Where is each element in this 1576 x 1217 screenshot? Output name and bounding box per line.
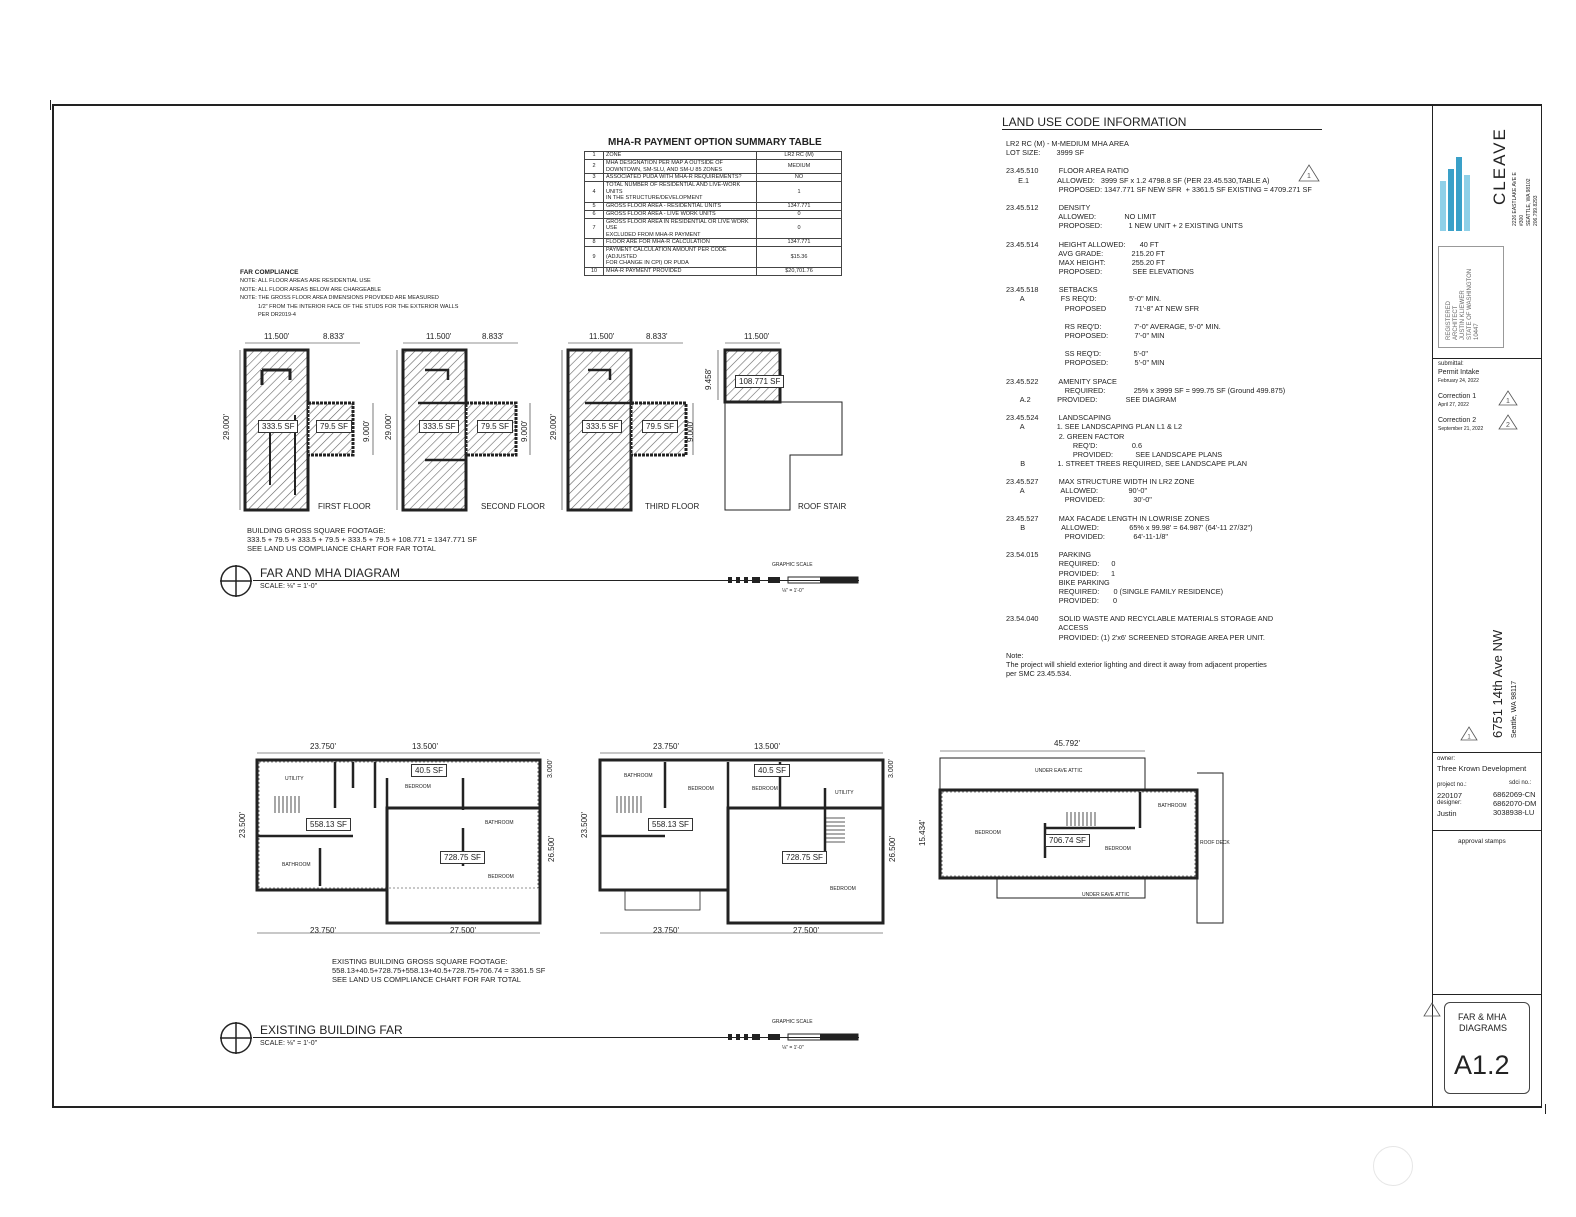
- existing2-dim-bottom-right: 27.500': [793, 926, 819, 935]
- first-floor-area-wing: 79.5 SF: [316, 420, 352, 433]
- land-use-line: REQUIRED: 0: [1006, 559, 1116, 569]
- existing3-room-attic-2: UNDER EAVE ATTIC: [1082, 892, 1130, 898]
- svg-text:1: 1: [1467, 734, 1471, 741]
- mha-table-row: [585, 160, 842, 174]
- third-floor-dim-depth: 29.000': [549, 414, 558, 440]
- land-use-line: PROVIDED: SEE LANDSCAPE PLANS: [1006, 449, 1223, 459]
- land-use-title-rule: [1002, 129, 1322, 130]
- first-floor-dim-wing-depth: 9.000': [362, 420, 371, 442]
- land-use-line: MAX HEIGHT: 255.20 FT: [1006, 257, 1165, 267]
- mha-row-value: 1: [757, 182, 842, 203]
- roof-stair-label: ROOF STAIR: [798, 502, 847, 511]
- mha-row-number: 3: [585, 174, 604, 182]
- far-compliance-note: NOTE: ALL FLOOR AREAS ARE RESIDENTIAL USE: [240, 278, 371, 284]
- existing1-room-bedroom-1: BEDROOM: [405, 784, 431, 790]
- existing1-area-left: 558.13 SF: [306, 818, 351, 831]
- revision-delta-2-label: 2: [1506, 422, 1510, 429]
- land-use-line: A 1. SEE LANDSCAPING PLAN L1 & L2: [1006, 422, 1183, 432]
- land-use-line: 23.45.512 DENSITY: [1006, 202, 1091, 212]
- submittal-1-date: February 24, 2022: [1438, 378, 1479, 384]
- land-use-line: [1006, 340, 1426, 349]
- existing-title-symbol: [218, 1020, 254, 1056]
- land-use-line: 23.45.524 LANDSCAPING: [1006, 413, 1112, 423]
- revision-delta-1: [1498, 390, 1518, 406]
- second-floor-dim-wing: 8.833': [482, 332, 504, 341]
- existing2-area-right: 728.75 SF: [782, 851, 827, 864]
- mha-row-description-line: TOTAL NUMBER OF RESIDENTIAL AND LIVE-WORK UNITS: [606, 182, 741, 195]
- mha-row-description-line: ZONE: [606, 152, 622, 159]
- land-use-line: PROPOSED 71'-8" AT NEW SFR: [1006, 303, 1200, 313]
- mha-table-row: [585, 152, 842, 160]
- mha-row-description: [604, 239, 757, 247]
- existing2-room-utility: UTILITY: [835, 790, 854, 796]
- mha-row-value: LR2 RC (M): [757, 152, 842, 160]
- revision-delta-2: [1498, 414, 1518, 430]
- mha-row-number: 9: [585, 247, 604, 268]
- existing3-room-bedroom-2: BEDROOM: [1105, 846, 1131, 852]
- revision-delta-sheet: [1423, 1002, 1441, 1017]
- existing1-dim-bottom-left: 23.750': [310, 926, 336, 935]
- mha-row-value: MEDIUM: [757, 160, 842, 174]
- land-use-line: per SMC 23.45.534.: [1006, 669, 1072, 679]
- land-use-line: 2. GREEN FACTOR: [1006, 431, 1125, 441]
- mha-table-title: MHA-R PAYMENT OPTION SUMMARY TABLE: [608, 137, 822, 148]
- land-use-code-list: [1006, 139, 1426, 678]
- existing2-area-left: 558.13 SF: [648, 818, 693, 831]
- land-use-line: PROVIDED: 30'-0": [1006, 495, 1152, 505]
- land-use-line: ACCESS: [1006, 623, 1089, 633]
- new-building-footage: [247, 526, 477, 553]
- sheet-title-line-1: FAR & MHA: [1458, 1012, 1507, 1022]
- land-use-line: PROVIDED: 64'-11-1/8": [1006, 532, 1168, 542]
- existing2-room-bedroom-1: BEDROOM: [688, 786, 714, 792]
- mha-row-number: 6: [585, 210, 604, 218]
- mha-row-number: 4: [585, 182, 604, 203]
- far-compliance-note: NOTE: ALL FLOOR AREAS BELOW ARE CHARGEABLE: [240, 286, 382, 293]
- land-use-line: LOT SIZE: 3999 SF: [1006, 148, 1085, 158]
- existing1-dim-top-right: 13.500': [412, 742, 438, 751]
- mha-row-description-line: EXCLUDED FROM MHA-R PAYMENT: [606, 231, 701, 238]
- watermark-circle: [1373, 1146, 1413, 1186]
- sdci-no-1: 6862069-CN: [1493, 790, 1536, 799]
- far-diagram-scale: SCALE: ⅛" = 1'-0": [260, 583, 318, 590]
- submittal-2-date: April 27, 2022: [1438, 402, 1469, 408]
- land-use-line: A ALLOWED: 90'-0": [1006, 486, 1148, 496]
- mha-row-value: 0: [757, 218, 842, 239]
- title-block-divider-1: [1432, 358, 1542, 359]
- mha-row-number: 2: [585, 160, 604, 174]
- mha-row-number: 7: [585, 218, 604, 239]
- existing1-dim-right-small: 3.000': [547, 759, 554, 778]
- new-footage-line-1: BUILDING GROSS SQUARE FOOTAGE:: [247, 526, 386, 535]
- mha-row-description-line: MHA-R PAYMENT PROVIDED: [606, 267, 682, 274]
- mha-row-description: [604, 152, 757, 160]
- existing-plan-2: [600, 753, 883, 933]
- mha-row-description-line: IN THE STRUCTURE/DEVELOPMENT: [606, 195, 703, 201]
- second-floor-dim-wing-depth: 9.000': [520, 420, 529, 442]
- existing2-dim-bottom-left: 23.750': [653, 926, 679, 935]
- sdci-no-2: 6862070-DM: [1493, 799, 1537, 808]
- land-use-line: ALLOWED: NO LIMIT: [1006, 212, 1157, 222]
- first-floor-dim-width: 11.500': [264, 332, 290, 341]
- existing2-room-bedroom-2: BEDROOM: [752, 786, 778, 792]
- existing1-dim-bottom-right: 27.500': [450, 926, 476, 935]
- land-use-line: 23.45.510 FLOOR AREA RATIO: [1006, 166, 1129, 176]
- land-use-line: [1006, 468, 1426, 477]
- land-use-line: AVG GRADE: 215.20 FT: [1006, 248, 1165, 258]
- existing3-area: 706.74 SF: [1045, 834, 1090, 847]
- mha-row-description: [604, 218, 757, 239]
- land-use-line: PROPOSED: 5'-0" MIN: [1006, 358, 1165, 368]
- land-use-line: 23.54.015 PARKING: [1006, 550, 1092, 560]
- land-use-line: 23.45.522 AMENITY SPACE: [1006, 376, 1117, 386]
- land-use-line: PROVIDED: (1) 2'x6' SCREENED STORAGE AREA PER UNIT.: [1006, 632, 1265, 642]
- existing3-room-attic-1: UNDER EAVE ATTIC: [1035, 768, 1083, 774]
- land-use-line: PROVIDED: 1: [1006, 568, 1116, 578]
- new-footage-line-3: SEE LAND US COMPLIANCE CHART FOR FAR TOTAL: [247, 544, 436, 553]
- project-city: Seattle, WA 98117: [1511, 680, 1518, 738]
- land-use-title: LAND USE CODE INFORMATION: [1002, 115, 1187, 129]
- land-use-line: [1006, 157, 1426, 166]
- mha-row-number: 10: [585, 267, 604, 275]
- existing2-area-top: 40.5 SF: [754, 764, 790, 777]
- second-floor-label: SECOND FLOOR: [481, 502, 546, 511]
- land-use-line: PROPOSED: 7'-0" MIN: [1006, 330, 1165, 340]
- sheet-title-line-2: DIAGRAMS: [1459, 1023, 1508, 1033]
- stamp-line-4: STATE OF WASHINGTON: [1467, 268, 1473, 340]
- designer-name: Justin: [1437, 809, 1457, 818]
- mha-row-number: 1: [585, 152, 604, 160]
- approval-stamps-label: approval stamps: [1458, 838, 1506, 845]
- existing3-room-roof-deck: ROOF DECK: [1200, 840, 1230, 846]
- mha-table-row: [585, 218, 842, 239]
- land-use-line: A FS REQ'D: 5'-0" MIN.: [1006, 294, 1161, 304]
- far-compliance-note: PER DR2019-4: [258, 312, 296, 318]
- third-floor-label: THIRD FLOOR: [645, 502, 700, 511]
- mha-row-value: 1347.771: [757, 202, 842, 210]
- first-floor-dim-wing: 8.833': [323, 332, 345, 341]
- firm-address-line-3: 206.799.8293: [1533, 195, 1539, 226]
- land-use-line: REQ'D: 0.6: [1006, 440, 1143, 450]
- existing-scale: SCALE: ⅛" = 1'-0": [260, 1040, 318, 1047]
- submittal-label: submittal:: [1438, 361, 1464, 367]
- frame-tick-br: [1545, 1104, 1546, 1114]
- mha-row-description-line: PAYMENT CALCULATION AMOUNT PER CODE (ADJUSTED: [606, 247, 727, 260]
- title-block-divider-3: [1432, 830, 1542, 831]
- mha-row-number: 5: [585, 202, 604, 210]
- mha-row-description-line: GROSS FLOOR AREA - LIVE WORK UNITS: [606, 210, 716, 217]
- mha-summary-table: [584, 151, 842, 276]
- far-compliance-list: [240, 277, 458, 320]
- land-use-line: REQUIRED: 25% x 3999 SF = 999.75 SF (Ground 499.875): [1006, 385, 1286, 395]
- existing1-room-bedroom-2: BEDROOM: [488, 874, 514, 880]
- far-diagram-title-symbol: [218, 563, 254, 599]
- stamp-line-2: ARCHITECT: [1453, 305, 1459, 340]
- mha-table-row: [585, 247, 842, 268]
- roof-stair-dim-width: 11.500': [744, 332, 770, 341]
- land-use-line: The project will shield exterior lighting and direct it away from adjacent properties: [1006, 660, 1267, 670]
- revision-delta-far: [1298, 164, 1320, 182]
- roof-stair-plan: [718, 343, 842, 510]
- far-compliance-note: NOTE: THE GROSS FLOOR AREA DIMENSIONS PROVIDED ARE MEASURED: [240, 295, 439, 301]
- third-floor-dim-wing: 8.833': [646, 332, 668, 341]
- land-use-line: [1006, 541, 1426, 550]
- existing2-room-bedroom-3: BEDROOM: [830, 886, 856, 892]
- mha-row-description-line: FOR CHANGE IN CPI) OR PUDA: [606, 260, 689, 266]
- mha-row-value: $15.36: [757, 247, 842, 268]
- firm-address-line-1: 2226 EASTLAKE AVE E #300: [1512, 172, 1525, 226]
- roof-stair-dim-depth: 9.458': [704, 368, 713, 390]
- mha-table-row: [585, 210, 842, 218]
- mha-row-value: $20,701.76: [757, 267, 842, 275]
- stamp-line-1: REGISTERED: [1446, 300, 1452, 340]
- mha-row-description-line: FLOOR ARE FOR MHA-R CALCULATION: [606, 239, 710, 246]
- existing-graphic-scale-note: ⅛" = 1'-0": [782, 1045, 804, 1051]
- land-use-line: SS REQ'D: 5'-0": [1006, 349, 1149, 359]
- land-use-line: Note:: [1006, 650, 1024, 660]
- existing1-dim-right: 26.500': [547, 836, 556, 862]
- existing1-dim-left: 23.500': [238, 812, 247, 838]
- firm-logo-icon: [1436, 155, 1486, 235]
- project-address: 6751 14th Ave NW: [1490, 629, 1505, 738]
- land-use-line: PROPOSED: SEE ELEVATIONS: [1006, 266, 1194, 276]
- existing1-room-bathroom-2: BATHROOM: [282, 862, 311, 868]
- land-use-line: [1006, 230, 1426, 239]
- frame-tick-tl: [50, 100, 51, 110]
- mha-row-value: NO: [757, 174, 842, 182]
- land-use-line: A.2 PROVIDED: SEE DIAGRAM: [1006, 394, 1177, 404]
- far-compliance-title: FAR COMPLIANCE: [240, 269, 299, 276]
- third-floor-dim-width: 11.500': [589, 332, 615, 341]
- land-use-line: [1006, 505, 1426, 514]
- second-floor-dim-width: 11.500': [426, 332, 452, 341]
- land-use-line: BIKE PARKING: [1006, 577, 1110, 587]
- submittal-1-name: Permit Intake: [1438, 369, 1480, 376]
- stamp-line-3: JUSTIN KLIEWER: [1460, 290, 1466, 340]
- land-use-line: [1006, 642, 1426, 651]
- existing1-area-top: 40.5 SF: [411, 764, 447, 777]
- land-use-line: 23.54.040 SOLID WASTE AND RECYCLABLE MATERIALS STORAGE AND: [1006, 614, 1274, 624]
- land-use-line: 23.45.514 HEIGHT ALLOWED: 40 FT: [1006, 239, 1159, 249]
- existing2-dim-right: 26.500': [888, 836, 897, 862]
- far-graphic-scale-note: ⅛" = 1'-0": [782, 588, 804, 594]
- sdci-no-3: 3038938-LU: [1493, 808, 1535, 817]
- existing-graphic-scale-label: GRAPHIC SCALE: [772, 1019, 813, 1025]
- mha-row-value: 1347.771: [757, 239, 842, 247]
- land-use-line: E.1 ALLOWED: 3999 SF x 1.2 4798.8 SF (PER 23.45.530,TABLE A): [1006, 175, 1270, 185]
- mha-row-description: [604, 202, 757, 210]
- existing-footage-line-1: EXISTING BUILDING GROSS SQUARE FOOTAGE:: [332, 957, 508, 966]
- land-use-line: 23.45.527 MAX FACADE LENGTH IN LOWRISE ZONES: [1006, 513, 1210, 523]
- existing-building-footage: [332, 957, 545, 984]
- submittal-3-date: September 21, 2022: [1438, 426, 1484, 432]
- second-floor-dim-depth: 29.000': [384, 414, 393, 440]
- far-compliance-note: 1/2" FROM THE INTERIOR FACE OF THE STUDS FOR THE EXTERIOR WALLS: [258, 303, 459, 310]
- sheet-number: A1.2: [1454, 1050, 1510, 1080]
- existing-graphic-scale-bar: [728, 1028, 860, 1042]
- mha-row-description-line: MHA DESIGNATION PER MAP A OUTSIDE OF: [606, 160, 723, 166]
- existing3-room-bedroom-1: BEDROOM: [975, 830, 1001, 836]
- mha-table-row: [585, 239, 842, 247]
- mha-row-description-line: GROSS FLOOR AREA - RESIDENTIAL UNITS: [606, 202, 722, 209]
- first-floor-dim-depth: 29.000': [222, 414, 231, 440]
- owner-name: Three Krown Development: [1437, 764, 1527, 773]
- land-use-line: [1006, 404, 1426, 413]
- second-floor-area-wing: 79.5 SF: [477, 420, 513, 433]
- mha-row-description: [604, 174, 757, 182]
- project-no: 220107: [1437, 791, 1463, 800]
- revision-delta-1-label: 1: [1506, 398, 1510, 405]
- third-floor-area-main: 333.5 SF: [582, 420, 622, 433]
- firm-address-line-2: SEATTLE, WA 98102: [1526, 178, 1532, 226]
- land-use-line: LR2 RC (M) - M-MEDIUM MHA AREA: [1006, 139, 1129, 148]
- mha-table-row: [585, 174, 842, 182]
- land-use-line: [1006, 194, 1426, 203]
- mha-row-description-line: ASSOCIATED PUDA WITH MHA-R REQUIREMENTS?: [606, 174, 742, 181]
- mha-row-description: [604, 267, 757, 275]
- firm-name: CLEAVE: [1490, 127, 1509, 205]
- owner-label: owner:: [1437, 756, 1456, 762]
- mha-row-number: 8: [585, 239, 604, 247]
- firm-address: [1512, 162, 1540, 226]
- first-floor-area-main: 333.5 SF: [258, 420, 298, 433]
- roof-stair-area: 108.771 SF: [735, 375, 784, 388]
- mha-row-description-line: GROSS FLOOR AREA IN RESIDENTIAL OR LIVE WORK USE: [606, 218, 749, 231]
- land-use-line: RS REQ'D: 7'-0" AVERAGE, 5'-0" MIN.: [1006, 321, 1221, 331]
- existing2-dim-left: 23.500': [580, 812, 589, 838]
- submittal-2-name: Correction 1: [1438, 393, 1477, 400]
- title-block-divider-2: [1432, 752, 1542, 753]
- svg-text:1: 1: [1307, 173, 1311, 180]
- existing-footage-line-3: SEE LAND US COMPLIANCE CHART FOR FAR TOTAL: [332, 975, 521, 984]
- revision-delta-address: [1460, 726, 1478, 741]
- far-diagram-title: FAR AND MHA DIAGRAM: [260, 566, 401, 580]
- land-use-line: PROPOSED: 1 NEW UNIT + 2 EXISTING UNITS: [1006, 221, 1243, 231]
- land-use-line: [1006, 368, 1426, 377]
- land-use-line: 23.45.527 MAX STRUCTURE WIDTH IN LR2 ZONE: [1006, 477, 1195, 487]
- designer-label: designer:: [1437, 800, 1462, 806]
- existing3-dim-top: 45.792': [1054, 739, 1080, 748]
- existing1-dim-top-left: 23.750': [310, 742, 336, 751]
- land-use-line: [1006, 313, 1426, 322]
- second-floor-area-main: 333.5 SF: [419, 420, 459, 433]
- third-floor-area-wing: 79.5 SF: [642, 420, 678, 433]
- architect-stamp-text: [1446, 269, 1481, 340]
- sdci-label: sdci no.:: [1509, 780, 1532, 786]
- existing2-room-bathroom: BATHROOM: [624, 773, 653, 779]
- mha-table-row: [585, 267, 842, 275]
- mha-table-row: [585, 202, 842, 210]
- title-block-divider-4: [1432, 994, 1542, 995]
- project-no-label: project no.:: [1437, 782, 1467, 788]
- new-footage-line-2: 333.5 + 79.5 + 333.5 + 79.5 + 333.5 + 79.5 + 108.771 = 1347.771 SF: [247, 535, 477, 544]
- mha-row-value: 0: [757, 210, 842, 218]
- existing3-room-bathroom: BATHROOM: [1158, 803, 1187, 809]
- land-use-line: PROVIDED: 0: [1006, 596, 1118, 606]
- mha-row-description-line: DOWNTOWN, SM-SLU, AND SM-U 85 ZONES: [606, 166, 723, 173]
- existing1-room-utility: UTILITY: [285, 776, 304, 782]
- existing2-dim-top-right: 13.500': [754, 742, 780, 751]
- existing1-room-bathroom-1: BATHROOM: [485, 820, 514, 826]
- far-compliance-notes: [240, 268, 458, 320]
- third-floor-dim-wing-depth: 9.000': [686, 420, 695, 442]
- mha-row-description: [604, 160, 757, 174]
- existing-title: EXISTING BUILDING FAR: [260, 1023, 403, 1037]
- existing3-dim-left: 15.434': [918, 820, 927, 846]
- land-use-line: [1006, 605, 1426, 614]
- land-use-line: [1006, 276, 1426, 285]
- mha-row-description: [604, 210, 757, 218]
- mha-table-row: [585, 182, 842, 203]
- existing2-dim-right-small: 3.000': [888, 759, 895, 778]
- submittal-3-name: Correction 2: [1438, 417, 1477, 424]
- land-use-line: PROPOSED: 1347.771 SF NEW SFR + 3361.5 SF EXISTING = 4709.271 SF: [1006, 184, 1312, 194]
- existing1-area-right: 728.75 SF: [440, 851, 485, 864]
- existing-footage-line-2: 558.13+40.5+728.75+558.13+40.5+728.75+706.74 = 3361.5 SF: [332, 966, 546, 975]
- far-graphic-scale-bar: [728, 571, 860, 585]
- mha-row-description: [604, 247, 757, 268]
- existing2-dim-top-left: 23.750': [653, 742, 679, 751]
- land-use-line: B ALLOWED: 65% x 99.98' = 64.987' (64'-11 27/32"): [1006, 522, 1253, 532]
- mha-row-description: [604, 182, 757, 203]
- far-graphic-scale-label: GRAPHIC SCALE: [772, 562, 813, 568]
- land-use-line: B 1. STREET TREES REQUIRED, SEE LANDSCAPE PLAN: [1006, 458, 1248, 468]
- stamp-line-5: 10447: [1474, 323, 1480, 340]
- land-use-line: REQUIRED: 0 (SINGLE FAMILY RESIDENCE): [1006, 586, 1224, 596]
- land-use-line: 23.45.518 SETBACKS: [1006, 285, 1098, 295]
- first-floor-label: FIRST FLOOR: [318, 502, 371, 511]
